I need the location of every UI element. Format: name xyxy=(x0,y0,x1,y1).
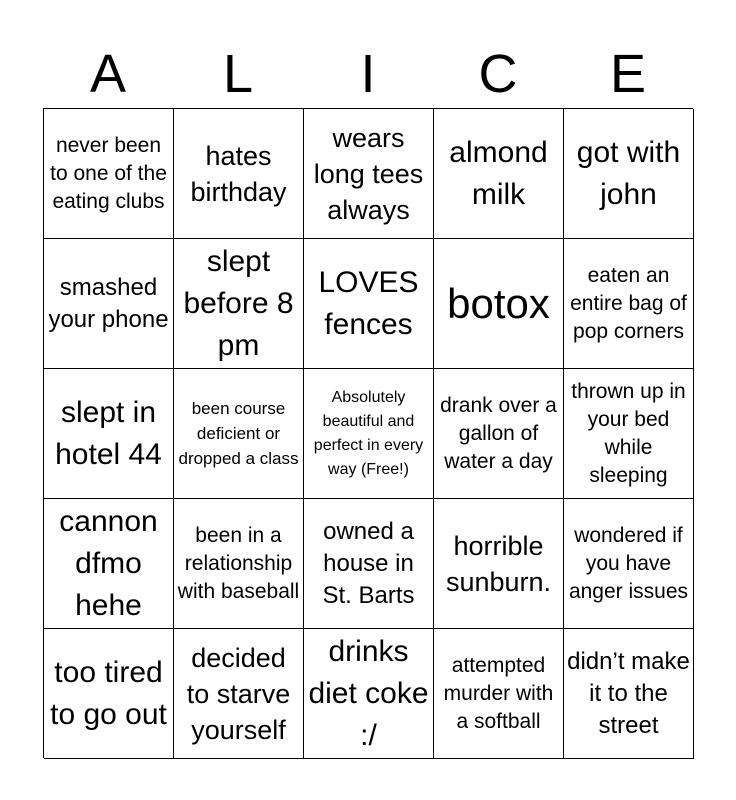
bingo-cell[interactable] xyxy=(304,499,434,629)
bingo-cell-text: drank over a gallon of water a day xyxy=(440,393,557,473)
bingo-cell-text: decided to starve yourself xyxy=(186,642,291,745)
bingo-cell-text: drinks diet coke :/ xyxy=(308,634,429,752)
bingo-cell[interactable] xyxy=(304,629,434,759)
bingo-cell[interactable] xyxy=(174,499,304,629)
bingo-cell-text: LOVES fences xyxy=(318,265,419,341)
bingo-cell[interactable] xyxy=(44,499,174,629)
bingo-board xyxy=(43,108,693,758)
bingo-cell[interactable] xyxy=(174,369,304,499)
bingo-cell[interactable] xyxy=(174,109,304,239)
header-letter-i: I xyxy=(360,44,376,104)
header-letter-l: L xyxy=(222,44,254,104)
bingo-cell-text: slept before 8 pm xyxy=(183,244,294,362)
bingo-cell[interactable] xyxy=(564,629,694,759)
header-letter-a: A xyxy=(89,44,127,104)
header-letter-c: C xyxy=(478,44,518,104)
bingo-cell-text: got with john xyxy=(576,135,681,211)
bingo-cell-text: never been to one of the eating clubs xyxy=(50,133,167,213)
bingo-cell-text: wears long tees always xyxy=(313,122,424,225)
bingo-cell-text: been in a relationship with baseball xyxy=(177,523,300,603)
bingo-cell[interactable] xyxy=(434,499,564,629)
bingo-header xyxy=(43,40,693,108)
bingo-cell[interactable] xyxy=(564,239,694,369)
bingo-cell[interactable] xyxy=(434,239,564,369)
bingo-cell[interactable] xyxy=(434,369,564,499)
bingo-cell[interactable] xyxy=(564,109,694,239)
bingo-cell[interactable] xyxy=(434,629,564,759)
bingo-cell-text: owned a house in St. Barts xyxy=(322,517,415,609)
bingo-cell-text: been course deficient or dropped a class xyxy=(178,399,299,468)
bingo-cell-text: thrown up in your bed while sleeping xyxy=(571,379,686,487)
bingo-cell[interactable] xyxy=(44,629,174,759)
bingo-cell-text: smashed your phone xyxy=(48,273,169,333)
bingo-cell-text: horrible sunburn. xyxy=(445,530,552,597)
bingo-cell[interactable] xyxy=(44,369,174,499)
bingo-cell[interactable] xyxy=(174,239,304,369)
bingo-cell[interactable] xyxy=(434,109,564,239)
bingo-cell[interactable] xyxy=(174,629,304,759)
bingo-cell-text: cannon dfmo hehe xyxy=(59,504,158,622)
bingo-cell-text: botox xyxy=(447,279,550,327)
bingo-cell-text: slept in hotel 44 xyxy=(55,395,162,471)
bingo-cell-text: didn’t make it to the street xyxy=(567,647,690,739)
header-letter-e: E xyxy=(609,44,647,104)
bingo-cell[interactable] xyxy=(304,239,434,369)
bingo-cell-text: hates birthday xyxy=(190,140,287,207)
bingo-cell-text: wondered if you have anger issues xyxy=(568,523,689,603)
free-space-cell[interactable] xyxy=(304,369,434,499)
bingo-cell[interactable] xyxy=(564,499,694,629)
bingo-cell[interactable] xyxy=(44,109,174,239)
bingo-cell-text: Absolutely beautiful and perfect in every way (Free!) xyxy=(313,388,424,478)
bingo-cell[interactable] xyxy=(44,239,174,369)
bingo-cell-text: too tired to go out xyxy=(50,655,167,731)
bingo-cell[interactable] xyxy=(304,109,434,239)
bingo-cell-text: attempted murder with a softball xyxy=(443,653,554,733)
bingo-cell-text: almond milk xyxy=(449,135,548,211)
bingo-cell[interactable] xyxy=(564,369,694,499)
bingo-cell-text: eaten an entire bag of pop corners xyxy=(570,263,687,343)
